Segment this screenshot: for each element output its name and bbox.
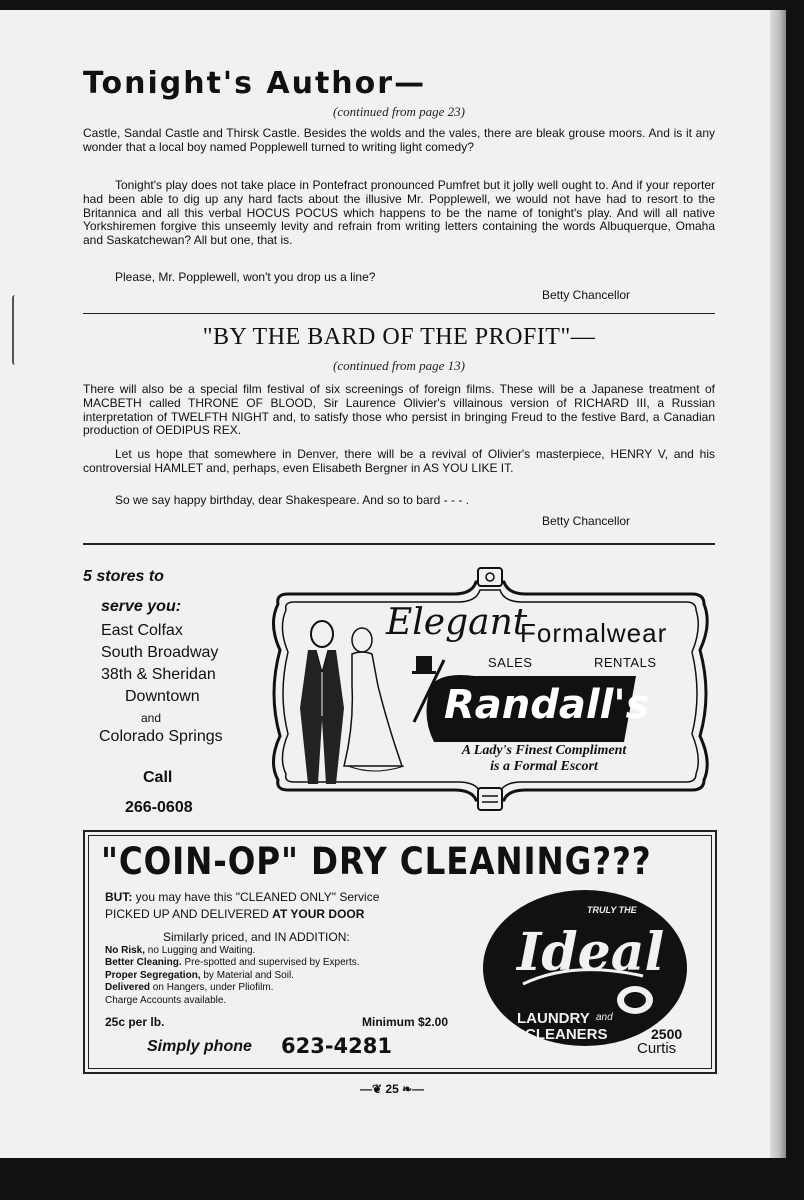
article1-paragraph-2: Tonight's play does not take place in Pontefract pronounced Pumfret but it jolly well ought to. And if your reporter had been able to dig up any hard facts about the illusive Mr. Popplewell, we would not have had to resort to the Britannica and all this verbal HOCUS POCUS which happens to be the name of tonight's play. And will all native Yorkshiremen forgive this unseemly levity and refrain from writing letters containing the words Albuquerque, Omaha and Saskatchewan? All but one, that is. (83, 178, 715, 248)
store-location: Colorado Springs (99, 728, 223, 745)
page-edge (770, 10, 786, 1158)
coinop-service-text: you may have this "CLEANED ONLY" Service (135, 890, 380, 904)
ornament-right-icon: ❧— (398, 1082, 425, 1096)
article1-paragraph-1: Castle, Sandal Castle and Thirsk Castle. Besides the wolds and the vales, there are bleak grouse moors. And is it any wonder that a local boy named Popplewell turned to writing light comedy? (83, 126, 715, 154)
elegant-script: Elegant (386, 602, 528, 643)
feature-item: Better Cleaning. Pre-spotted and supervised by Experts. (105, 957, 360, 968)
but-label: BUT: (105, 890, 133, 904)
article2-paragraph-1: There will also be a special film festival of six screenings of foreign films. These will be a Japanese treatment of MACBETH called THRONE OF BLOOD, Sir Laurence Olivier's villainous version of RICHARD III, a Russian interpretation of TWELFTH NIGHT and, to satisfy those who persist in bringing Freud to the festive Bard, a Canadian production of OEDIPUS REX. (83, 382, 715, 438)
feature-item: No Risk, no Lugging and Waiting. (105, 945, 256, 956)
sales-label: SALES (488, 655, 533, 670)
at-your-door-text: AT YOUR DOOR (272, 907, 365, 921)
article1-signature: Betty Chancellor (542, 288, 631, 302)
and-label: and (596, 1012, 613, 1023)
store-location: South Broadway (101, 644, 219, 661)
binding-mark (12, 295, 20, 365)
page-number: —❦ 25 ❧— (360, 1082, 425, 1096)
call-label: Call (143, 769, 173, 786)
article1-continued: (continued from page 23) (332, 104, 466, 119)
tagline-line-2: is a Formal Escort (490, 759, 598, 774)
randalls-logo: Randall's (444, 682, 650, 728)
feature-item: Delivered on Hangers, under Pliofilm. (105, 982, 274, 993)
article2-signature: Betty Chancellor (542, 514, 631, 528)
article2-paragraph-3: So we say happy birthday, dear Shakespeare. And so to bard - - - . (115, 493, 469, 507)
ideal-phone: 623-4281 (281, 1034, 392, 1058)
simply-phone-label: Simply phone (147, 1038, 252, 1055)
address-number: 2500 (651, 1026, 683, 1042)
feature-item: Charge Accounts available. (105, 995, 227, 1006)
coinop-line-2 (105, 907, 364, 921)
article1-title: Tonight's Author— (83, 66, 427, 101)
article2-title: "BY THE BARD OF THE PROFIT"— (202, 324, 596, 350)
coinop-line-1 (105, 890, 379, 904)
tagline-line-1: A Lady's Finest Compliment (461, 743, 627, 758)
article2-continued: (continued from page 13) (332, 358, 466, 373)
price-per-lb: 25c per lb. (105, 1015, 165, 1029)
truly-the-label: TRULY THE (587, 905, 637, 915)
store-location: and (141, 711, 162, 725)
laundry-label: LAUNDRY (517, 1010, 590, 1027)
randalls-ad-frame (264, 564, 716, 816)
address-street: Curtis (637, 1040, 677, 1057)
minimum-charge: Minimum $2.00 (362, 1015, 449, 1029)
store-location: 38th & Sheridan (101, 666, 216, 683)
picked-up-text: PICKED UP AND DELIVERED (105, 907, 269, 921)
coinop-title: "COIN-OP" DRY CLEANING??? (101, 840, 652, 883)
stores-serve: serve you: (101, 598, 182, 615)
stores-heading: 5 stores to (83, 568, 164, 585)
article1-paragraph-3: Please, Mr. Popplewell, won't you drop us a line? (115, 270, 376, 284)
coinop-ad-frame (83, 830, 717, 1074)
rentals-label: RENTALS (594, 655, 657, 670)
ornament-left-icon: —❦ (360, 1082, 386, 1096)
feature-item: Proper Segregation, by Material and Soil. (105, 970, 294, 981)
randalls-phone: 266-0608 (125, 799, 193, 816)
cleaners-label: CLEANERS (525, 1026, 608, 1043)
store-location: Downtown (125, 688, 200, 705)
divider-2 (83, 543, 715, 545)
coinop-line-3: Similarly priced, and IN ADDITION: (163, 930, 350, 944)
store-location: East Colfax (101, 622, 183, 639)
divider-1 (83, 313, 715, 314)
ideal-script: Ideal (517, 922, 665, 983)
formalwear-text: Formalwear (520, 618, 668, 648)
article2-paragraph-2: Let us hope that somewhere in Denver, there will be a revival of Olivier's masterpiece, HENRY V, and his controversial HAMLET and, perhaps, even Elisabeth Bergner in AS YOU LIKE IT. (83, 447, 715, 475)
